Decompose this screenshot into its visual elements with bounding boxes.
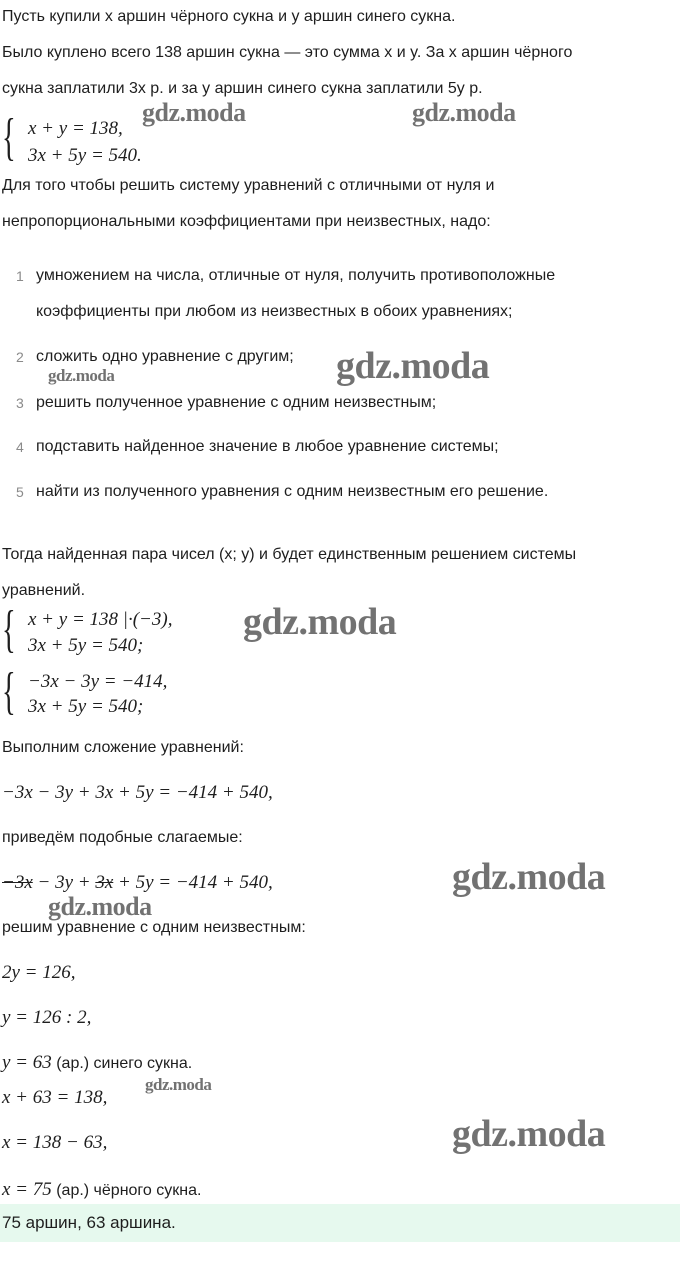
sum-equation: −3x − 3y + 3x + 5y = −414 + 540,: [2, 782, 273, 803]
system-brace: {: [2, 663, 16, 720]
conclusion-line-1: Тогда найденная пара чисел (x; y) и будет единственным решением системы: [2, 546, 577, 563]
system3-equation-1: −3x − 3y = −414,: [28, 671, 168, 692]
intro-line-3: сукна заплатили 3x р. и за y аршин синего сукна заплатили 5y р.: [2, 80, 483, 97]
system2-equation-2: 3x + 5y = 540;: [28, 635, 144, 656]
rule-line-2: непропорциональными коэффициентами при неизвестных, надо:: [2, 213, 491, 230]
result-x-math: x = 75: [2, 1179, 52, 1200]
result-y-math: y = 63: [2, 1052, 52, 1073]
addition-heading: Выполним сложение уравнений:: [2, 739, 244, 756]
like-terms-equation: [2, 872, 273, 894]
step-number: 5: [16, 484, 24, 500]
system1-equation-1: x + y = 138,: [28, 118, 123, 139]
equation-y-div: y = 126 : 2,: [2, 1007, 92, 1028]
equation-x-diff: x = 138 − 63,: [2, 1132, 108, 1153]
equation-part: − 3y +: [32, 872, 96, 893]
watermark: gdz.moda: [142, 98, 246, 127]
equation-2y: 2y = 126,: [2, 962, 76, 983]
watermark: gdz.moda: [412, 98, 516, 127]
result-y: [2, 1052, 192, 1074]
step-text: найти из полученного уравнения с одним неизвестным его решение.: [36, 483, 549, 500]
equation-x-sum: x + 63 = 138,: [2, 1087, 108, 1108]
watermark: gdz.moda: [145, 1075, 212, 1094]
system3-equation-2: 3x + 5y = 540;: [28, 696, 144, 717]
step-text: подставить найденное значение в любое уравнение системы;: [36, 438, 499, 455]
conclusion-line-2: уравнений.: [2, 582, 86, 599]
cancelled-term: −3x: [2, 872, 33, 893]
step-number: 1: [16, 268, 24, 284]
watermark: gdz.moda: [48, 366, 115, 385]
intro-line-2: Было куплено всего 138 аршин сукна — это сумма x и y. За x аршин чёрного: [2, 44, 573, 61]
system-brace: {: [2, 601, 16, 658]
watermark: gdz.moda: [452, 856, 606, 898]
step-number: 2: [16, 349, 24, 365]
system1-equation-2: 3x + 5y = 540.: [28, 145, 142, 166]
step-number: 3: [16, 395, 24, 411]
step-text: решить полученное уравнение с одним неизвестным;: [36, 394, 437, 411]
result-y-text: (ар.) синего сукна.: [51, 1055, 193, 1072]
rule-line-1: Для того чтобы решить систему уравнений с отличными от нуля и: [2, 177, 495, 194]
answer-text: 75 аршин, 63 аршина.: [2, 1213, 176, 1232]
system2-equation-1: x + y = 138 |·(−3),: [28, 609, 173, 630]
intro-line-1: Пусть купили x аршин чёрного сукна и y аршин синего сукна.: [2, 8, 456, 25]
system-brace: {: [2, 109, 16, 166]
solve-heading: решим уравнение с одним неизвестным:: [2, 919, 306, 936]
result-x: [2, 1179, 201, 1201]
watermark: gdz.moda: [336, 345, 490, 387]
step-text: умножением на числа, отличные от нуля, получить противоположные: [36, 267, 556, 284]
step-text: сложить одно уравнение с другим;: [36, 348, 294, 365]
step-number: 4: [16, 439, 24, 455]
equation-part: + 5y = −414 + 540,: [113, 872, 273, 893]
watermark: gdz.moda: [48, 892, 152, 921]
cancelled-term: 3x: [95, 872, 114, 893]
result-x-text: (ар.) чёрного сукна.: [51, 1182, 202, 1199]
like-terms-heading: приведём подобные слагаемые:: [2, 829, 243, 846]
step-text: коэффициенты при любом из неизвестных в обоих уравнениях;: [36, 303, 513, 320]
watermark: gdz.moda: [243, 601, 397, 643]
watermark: gdz.moda: [452, 1113, 606, 1155]
